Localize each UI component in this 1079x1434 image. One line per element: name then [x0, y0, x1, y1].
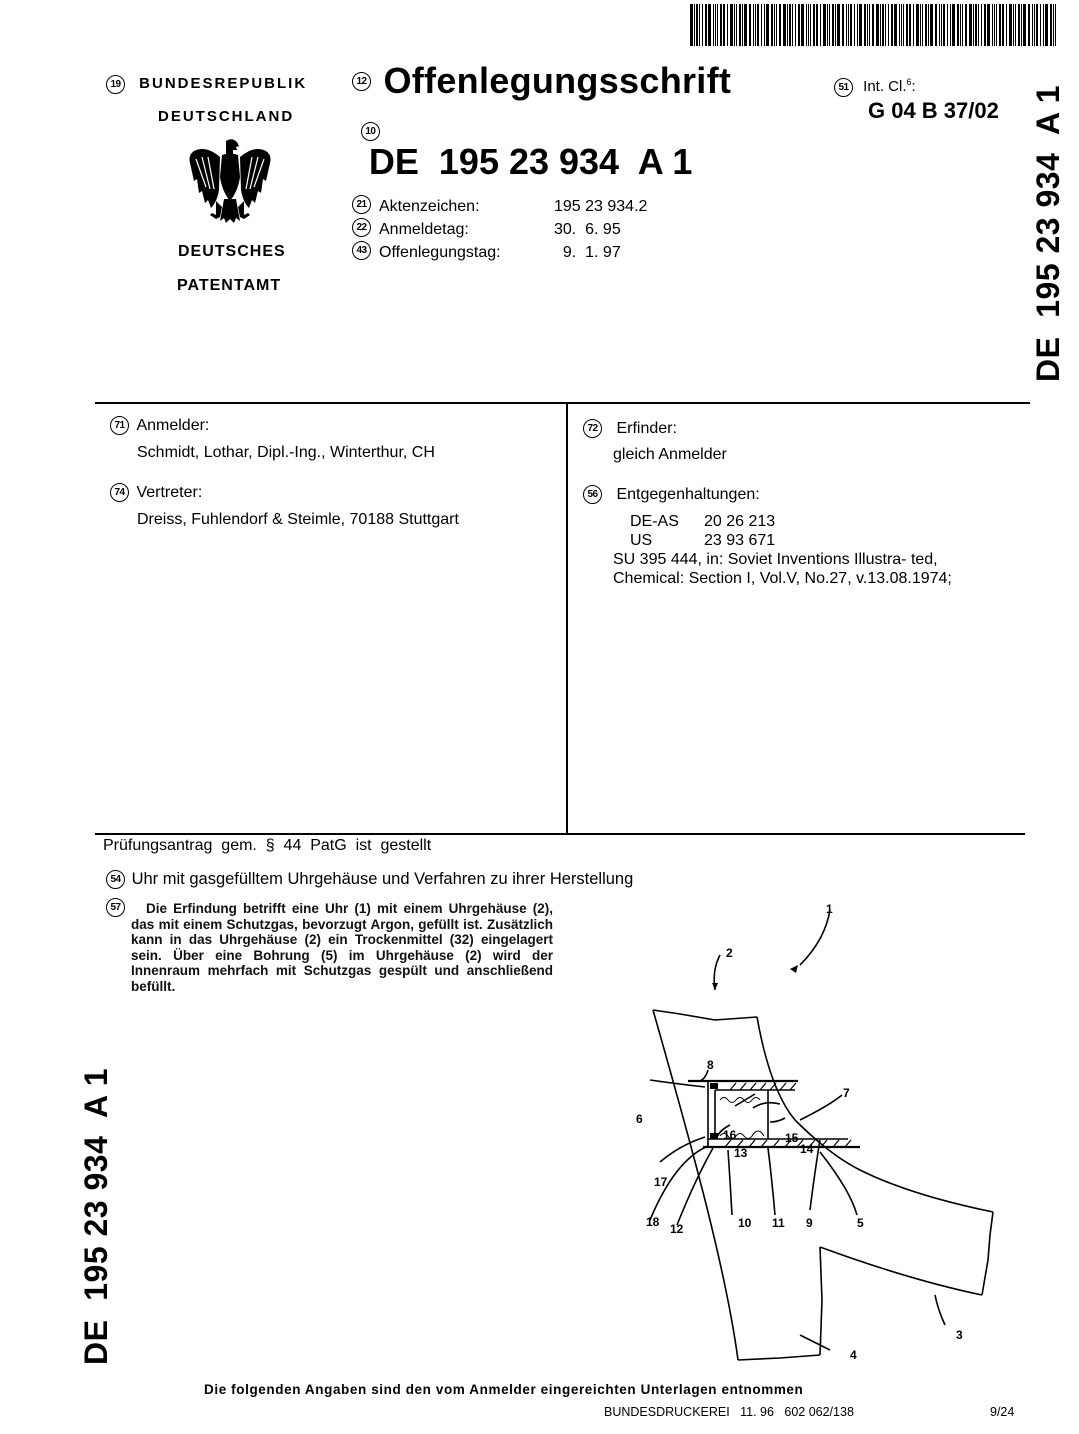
- barcode-bar: [850, 4, 852, 46]
- figure-label: 4: [850, 1348, 857, 1362]
- barcode-bar: [787, 4, 788, 46]
- barcode-bar: [699, 4, 700, 46]
- barcode-bar: [882, 4, 884, 46]
- barcode-bar: [869, 4, 870, 46]
- barcode-bar: [978, 4, 979, 46]
- figure-label: 10: [738, 1216, 752, 1230]
- barcode-bar: [1015, 4, 1016, 46]
- citation-item: [630, 512, 775, 531]
- barcode-bar: [987, 4, 990, 46]
- figure-label: 3: [956, 1328, 963, 1342]
- figure-label: 9: [806, 1216, 813, 1230]
- barcode-bar: [757, 4, 759, 46]
- barcode-bar: [1040, 4, 1041, 46]
- barcode-bar: [916, 4, 919, 46]
- federal-eagle-emblem: [186, 137, 274, 227]
- leader-5: [820, 1152, 857, 1215]
- barcode-bar: [835, 4, 836, 46]
- barcode-bar: [941, 4, 942, 46]
- inid-code-72: 72: [583, 419, 602, 438]
- meta-value: 30. 6. 95: [554, 221, 621, 238]
- barcode-bar: [909, 4, 911, 46]
- document-type: [352, 60, 731, 102]
- column-divider: [566, 403, 568, 834]
- barcode-bar: [776, 4, 777, 46]
- meta-label: Anmeldetag:: [379, 221, 469, 238]
- barcode-bar: [717, 4, 718, 46]
- divider-top: [95, 402, 1030, 404]
- inid-code-19: 19: [106, 75, 125, 94]
- barcode-bar: [1053, 4, 1054, 46]
- barcode-bar: [808, 4, 809, 46]
- document-number-value: DE 195 23 934 A 1: [368, 141, 693, 182]
- barcode-bar: [894, 4, 897, 46]
- barcode-bar: [690, 4, 693, 46]
- barcode-bar: [867, 4, 868, 46]
- barcode-bar: [723, 4, 725, 46]
- meta-value: 9. 1. 97: [554, 244, 621, 261]
- agent-label: Vertreter:: [136, 483, 203, 501]
- footer-note: Die folgenden Angaben sind den vom Anmelder eingereichten Unterlagen entnommen: [204, 1382, 804, 1397]
- barcode-bar: [1034, 4, 1035, 46]
- application-meta: [352, 195, 674, 264]
- barcode-bar: [935, 4, 937, 46]
- barcode-bar: [832, 4, 834, 46]
- barcode-bar: [1028, 4, 1030, 46]
- barcode-bar: [880, 4, 881, 46]
- barcode-bar: [761, 4, 762, 46]
- agent-value: Dreiss, Fuhlendorf & Steimle, 70188 Stuttgart: [137, 511, 459, 528]
- barcode-bar: [1023, 4, 1026, 46]
- barcode-bar: [999, 4, 1001, 46]
- barcode-bar: [771, 4, 773, 46]
- arrow-1: [790, 965, 798, 973]
- figure-label: 11: [772, 1216, 785, 1230]
- barcode-bar: [973, 4, 974, 46]
- barcode-bar: [827, 4, 828, 46]
- barcode-bar: [816, 4, 818, 46]
- barcode-bar: [1036, 4, 1038, 46]
- break-line-bottom: [738, 1355, 820, 1360]
- barcode-bar: [925, 4, 927, 46]
- barcode-bar: [975, 4, 977, 46]
- barcode-bar: [702, 4, 703, 46]
- barcode-bar: [813, 4, 815, 46]
- meta-row-filing-number: [352, 195, 674, 218]
- barcode-bar: [730, 4, 733, 46]
- abstract-text: Die Erfindung betrifft eine Uhr (1) mit einem Uhrgehäuse (2), das mit einem Schutzgas, bevorzugt Argon, gefüllt ist. Zusätzlich kann in das Uhrgehäuse (2) ein Trockenmittel (32) eingelagert sein. Über eine Bohrung (5) im Uhrgehäuse (2) wird der Innenraum mehrfach mit Schutzgas gespült und anschließend befüllt.: [131, 901, 553, 994]
- break-line-right: [982, 1212, 993, 1295]
- barcode-bar: [696, 4, 698, 46]
- barcode-bar: [736, 4, 737, 46]
- figure-label: 16: [723, 1128, 737, 1142]
- barcode-bar: [952, 4, 955, 46]
- barcode-bar: [749, 4, 751, 46]
- seal-13: [710, 1133, 718, 1139]
- inid-code-10: 10: [361, 122, 380, 141]
- applicant-heading: [110, 416, 209, 435]
- barcode-bar: [1043, 4, 1044, 46]
- citation-type: DE-AS: [630, 513, 679, 530]
- applicant-label: Anmelder:: [136, 416, 210, 434]
- barcode-bar: [837, 4, 840, 46]
- barcode-bar: [744, 4, 747, 46]
- citation-list: [630, 512, 775, 550]
- leader-1: [800, 910, 830, 965]
- figure-label: 14: [800, 1142, 814, 1156]
- citation-type: US: [630, 532, 653, 549]
- office-line2: PATENTAMT: [177, 277, 282, 294]
- barcode-bar: [753, 4, 754, 46]
- barcode-bar: [1055, 4, 1056, 46]
- barcode-bar: [864, 4, 866, 46]
- barcode-bar: [795, 4, 796, 46]
- barcode-bar: [899, 4, 900, 46]
- barcode-bar: [1050, 4, 1052, 46]
- barcode-bar: [1018, 4, 1020, 46]
- barcode-bar: [734, 4, 735, 46]
- barcode-bar: [820, 4, 821, 46]
- barcode-bar: [922, 4, 923, 46]
- figure-label: 7: [843, 1086, 850, 1100]
- meta-value: 195 23 934.2: [554, 198, 648, 215]
- barcode-bar: [1002, 4, 1004, 46]
- barcode-bar: [930, 4, 933, 46]
- barcode-bar: [872, 4, 874, 46]
- barcode-bar: [859, 4, 862, 46]
- barcode-bar: [994, 4, 995, 46]
- leader-17: [660, 1137, 705, 1162]
- meta-row-publication-date: [352, 241, 674, 264]
- inid-code-71: 71: [110, 416, 129, 435]
- leader-15: [753, 1103, 780, 1108]
- citations-heading: [583, 485, 760, 504]
- barcode-bar: [981, 4, 982, 46]
- figure-label: 5: [857, 1216, 864, 1230]
- leader-3: [935, 1295, 945, 1325]
- divider-bottom: [95, 833, 1025, 835]
- inid-code-57: 57: [106, 898, 125, 917]
- barcode-bar: [806, 4, 807, 46]
- barcode-bar: [1006, 4, 1007, 46]
- figure-label: 1: [826, 902, 833, 916]
- barcode-bar: [992, 4, 993, 46]
- office-line1: DEUTSCHES: [178, 243, 286, 260]
- barcode-bar: [848, 4, 849, 46]
- barcode-bar: [1032, 4, 1033, 46]
- barcode-bar: [755, 4, 756, 46]
- barcode-bar: [996, 4, 997, 46]
- barcode-bar: [801, 4, 804, 46]
- figure-label: 6: [636, 1112, 643, 1126]
- int-cl-label: Int. Cl.: [863, 78, 907, 95]
- barcode-bar: [857, 4, 858, 46]
- barcode-bar: [798, 4, 800, 46]
- examination-request: Prüfungsantrag gem. § 44 PatG ist gestellt: [103, 837, 432, 854]
- leader-14: [770, 1118, 785, 1122]
- barcode-bar: [792, 4, 793, 46]
- arm-lower-edge: [820, 1247, 982, 1295]
- applicant-value: Schmidt, Lothar, Dipl.-Ing., Winterthur, CH: [137, 444, 435, 461]
- barcode-bar: [876, 4, 879, 46]
- barcode-bar: [920, 4, 921, 46]
- barcode-bar: [906, 4, 908, 46]
- barcode-bar: [764, 4, 765, 46]
- figure-label: 13: [734, 1146, 748, 1160]
- figure-label: 17: [654, 1175, 668, 1189]
- barcode-bar: [901, 4, 902, 46]
- country-line2: DEUTSCHLAND: [158, 108, 295, 125]
- barcode-bar: [789, 4, 791, 46]
- meta-label: Offenlegungstag:: [379, 244, 501, 261]
- barcode-bar: [1013, 4, 1014, 46]
- barcode-bar: [903, 4, 904, 46]
- inid-code-43: 43: [352, 241, 371, 260]
- barcode-bar: [783, 4, 786, 46]
- leader-7: [800, 1095, 842, 1120]
- leader-11: [768, 1148, 775, 1215]
- citation-number: 20 26 213: [704, 513, 776, 530]
- barcode-bar: [1021, 4, 1022, 46]
- inventor-heading: [583, 419, 677, 438]
- barcode-bar: [823, 4, 826, 46]
- figure-label: 2: [726, 946, 733, 960]
- citation-number: 23 93 671: [704, 532, 776, 549]
- inid-code-54: 54: [106, 870, 125, 889]
- citation-text-line: SU 395 444, in: Soviet Inventions Illustra- ted,: [613, 551, 938, 568]
- leader-4: [800, 1335, 830, 1350]
- barcode-bar: [1045, 4, 1048, 46]
- inid-code-22: 22: [352, 218, 371, 237]
- break-line-top: [653, 1010, 757, 1020]
- invention-title-text: Uhr mit gasgefülltem Uhrgehäuse und Verfahren zu ihrer Herstellung: [131, 870, 634, 888]
- barcode-bar: [885, 4, 886, 46]
- barcode-bar: [846, 4, 847, 46]
- barcode-bar: [947, 4, 948, 46]
- barcode-bar: [842, 4, 844, 46]
- barcode-bar: [854, 4, 855, 46]
- meta-label: Aktenzeichen:: [379, 198, 480, 215]
- int-cl-edition: 6: [906, 77, 912, 87]
- arrow-2: [712, 983, 718, 990]
- footer-printer: BUNDESDRUCKEREI 11. 96 602 062/138: [604, 1405, 854, 1419]
- barcode: [690, 4, 1060, 46]
- barcode-bar: [715, 4, 716, 46]
- int-cl-heading: [834, 77, 916, 97]
- country-heading: [106, 75, 307, 94]
- barcode-bar: [969, 4, 972, 46]
- meta-row-filing-date: [352, 218, 674, 241]
- citation-text: [613, 550, 952, 588]
- barcode-bar: [943, 4, 945, 46]
- barcode-bar: [957, 4, 959, 46]
- barcode-bar: [727, 4, 728, 46]
- barcode-bar: [713, 4, 714, 46]
- barcode-bar: [913, 4, 914, 46]
- barcode-bar: [1009, 4, 1012, 46]
- barcode-bar: [960, 4, 961, 46]
- invention-title: [106, 870, 633, 889]
- document-number: [352, 104, 692, 183]
- country-line1: BUNDESREPUBLIK: [139, 75, 308, 93]
- barcode-bar: [950, 4, 951, 46]
- figure-label: 18: [646, 1215, 660, 1229]
- barcode-bar: [829, 4, 830, 46]
- barcode-bar: [962, 4, 963, 46]
- inid-code-74: 74: [110, 483, 129, 502]
- barcode-bar: [888, 4, 889, 46]
- footer-page: 9/24: [990, 1405, 1015, 1419]
- agent-heading: [110, 483, 202, 502]
- eagle-icon: [186, 137, 274, 227]
- figure-label: 15: [785, 1131, 799, 1145]
- barcode-bar: [766, 4, 769, 46]
- barcode-bar: [708, 4, 711, 46]
- inventor-label: Erfinder:: [616, 419, 677, 437]
- figure-label: 8: [707, 1058, 714, 1072]
- inid-code-51: 51: [834, 78, 853, 97]
- side-document-number-bottom: DE 195 23 934 A 1: [78, 1067, 114, 1365]
- citation-text-line: Chemical: Section I, Vol.V, No.27, v.13.08.1974;: [613, 570, 952, 587]
- inid-code-21: 21: [352, 195, 371, 214]
- seal-16: [710, 1083, 718, 1089]
- barcode-bar: [742, 4, 743, 46]
- barcode-bar: [965, 4, 967, 46]
- figure-label: 12: [670, 1222, 684, 1236]
- inventor-value: gleich Anmelder: [613, 446, 727, 463]
- inid-code-12: 12: [352, 72, 371, 91]
- citation-item: [630, 531, 775, 550]
- barcode-bar: [984, 4, 986, 46]
- lug-edge: [820, 1247, 822, 1355]
- int-cl-value: G 04 B 37/02: [868, 98, 999, 123]
- inid-code-56: 56: [583, 485, 602, 504]
- citations-label: Entgegenhaltungen:: [616, 485, 760, 503]
- document-type-label: Offenlegungsschrift: [383, 60, 732, 101]
- barcode-bar: [939, 4, 940, 46]
- side-document-number-top: DE 195 23 934 A 1: [1030, 84, 1066, 382]
- barcode-bar: [774, 4, 775, 46]
- barcode-bar: [891, 4, 893, 46]
- barcode-bar: [705, 4, 707, 46]
- barcode-bar: [739, 4, 741, 46]
- watch-case-cross-section-drawing: [620, 890, 1010, 1380]
- barcode-bar: [810, 4, 811, 46]
- barcode-bar: [779, 4, 781, 46]
- patent-figure: [620, 890, 1010, 1380]
- barcode-bar: [928, 4, 929, 46]
- leader-10: [728, 1150, 732, 1215]
- barcode-bar: [720, 4, 722, 46]
- case-inner-edge: [757, 1017, 993, 1212]
- barcode-bar: [694, 4, 695, 46]
- int-cl-colon: :: [911, 78, 916, 95]
- abstract-code: [106, 898, 125, 917]
